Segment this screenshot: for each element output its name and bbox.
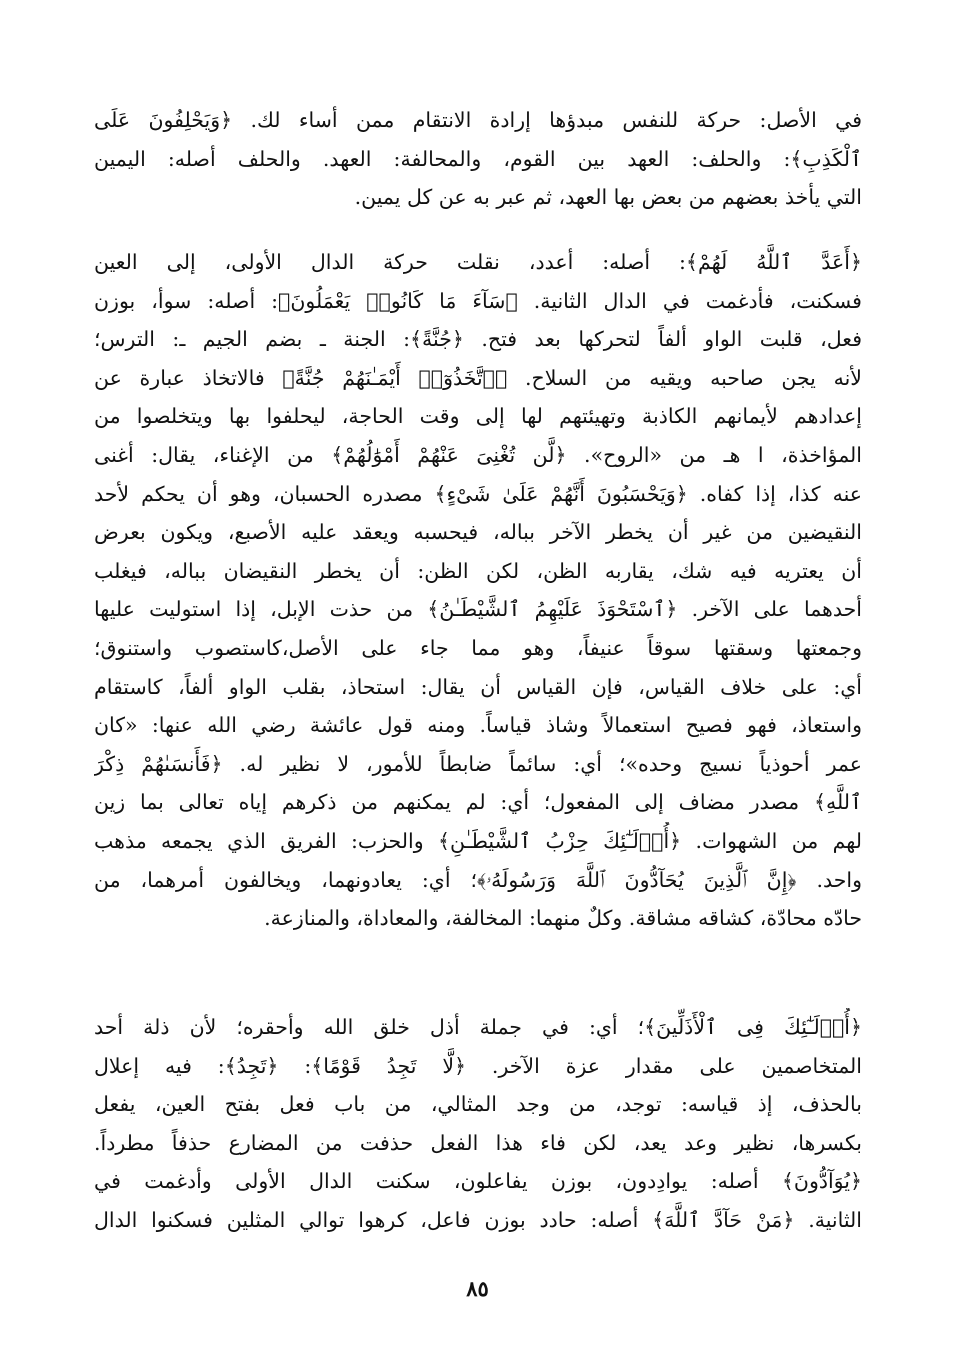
text-line: واحد. ﴿إِنَّ ٱلَّذِينَ يُحَآدُّونَ ٱللَّهَ وَرَسُولَهُۥ﴾؛ أي: يعادونهما، ويخالفون أمرهما، من <box>94 867 862 892</box>
paragraph-hilf <box>94 101 862 217</box>
text-line: إعدادهم لأيمانهم الكاذبة وتهيئتهم لها إلى وقت الحاجة، ليحلفوا بها ويتخلصوا من <box>94 404 862 429</box>
text-line: ٱللَّهِ﴾ مصدر مضاف إلى المفعول؛ أي: لم يمكنهم من ذكرهم إياه تعالى بما زين <box>94 790 862 815</box>
text-line: حادّه محادّة، كشاقه مشاقة. وكلٌ منهما: المخالفة، والمعاداة، والمنازعة. <box>264 906 862 931</box>
text-line: أحدهما على الآخر. ﴿ٱسْتَحْوَذَ عَلَيْهِمُ ٱلشَّيْطَـٰنُ﴾ من حذت الإبل، إذا استوليت عليها <box>94 597 862 622</box>
text-line: عمر أحوذياً نسيج وحده»؛ أي: سائماً ضابطاً للأمور، لا نظير له. ﴿فَأَنسَىٰهُمْ ذِكْرَ <box>94 751 862 776</box>
text-line: عنه كذا، إذا كفاه. ﴿وَيَحْسَبُونَ أَنَّهُمْ عَلَىٰ شَىْءٍ﴾ مصدره الحسبان، وهو أن يحكم لأحد <box>94 481 862 506</box>
text-line: التي يأخذ بعضهم من بعض بها العهد، ثم عبر به عن كل يمين. <box>354 185 862 210</box>
paragraph-aadda <box>94 243 862 938</box>
text-line: ٱلْكَذِبِ﴾: والحلف: العهد بين القوم، والمحالفة: العهد. والحلف أصله: اليمين <box>94 146 862 171</box>
text-line: فسكنت، فأدغمت في الدال الثانية. ﴿سَآءَ مَا كَانُوا۟ يَعْمَلُونَ﴾: أصله: سوأ، بوزن <box>94 288 862 313</box>
text-line: أي: على خلاف القياس، فإن القياس أن يقال: استحاذ، بقلب الواو ألفاً، كاستقام <box>94 674 862 699</box>
paragraph-adhallin <box>94 1008 862 1240</box>
text-line: أن يعتريه فيه شك، يقاربه الظن، لكن الظن: أن يخطر النقيضان بباله، فيغلب <box>94 558 862 583</box>
text-line: ﴿يُوَآدُّونَ﴾ أصله: يوادِدون، بوزن يفاعلون، سكنت الدال الأولى وأدغمت في <box>94 1169 862 1194</box>
text-line: فعل، قلبت الواو ألفاً لتحركها بعد فتح. ﴿جُنَّةً﴾: الجنة ـ بضم الجيم ـ: الترس؛ <box>94 327 862 352</box>
text-line: ﴿أُو۟لَـٰٓئِكَ فِى ٱلْأَذَلِّينَ﴾؛ أي: في جملة أذل خلق الله وأحقره؛ لأن ذلة أحد <box>94 1015 862 1039</box>
text-line: في الأصل: حركة للنفس مبدؤها إرادة الانتقام ممن أساء لك. ﴿وَيَحْلِفُونَ عَلَى <box>94 108 862 132</box>
text-line: الثانية. ﴿مَنْ حَآدَّ ٱللَّهَ﴾ أصله: حادد بوزن فاعل، كرهوا توالي المثلين فسكنوا الدال <box>94 1207 862 1232</box>
text-line: بكسرها، نظير وعد يعد، لكن فاء هذا الفعل حذفت من المضارع حذفاً مطرداً. <box>94 1130 862 1155</box>
text-line: واستعاذ، فهو فصيح استعمالاً وشاذ قياساً. ومنه قول عائشة رضي الله عنها: «كان <box>94 713 862 738</box>
text-line: المؤاخذة، ا هـ من «الروح». ﴿لَّن تُغْنِىَ عَنْهُمْ أَمْوَٰلُهُمْ﴾ من الإغناء، يقال: أغنى <box>94 442 862 467</box>
text-line: بالحذف، إذ قياسه: توجد، من وجد المثالي، من باب فعل بفتح العين، يفعل <box>94 1092 862 1117</box>
text-line: لهم من الشهوات. ﴿أُو۟لَـٰٓئِكَ حِزْبُ ٱلشَّيْطَـٰنِ﴾ والحزب: الفريق الذي يجمعه مذهب <box>94 828 862 853</box>
text-line: المتخاصمين على مقدار عزة الآخر. ﴿لَّا تَجِدُ قَوْمًا﴾: ﴿تَجِدُ﴾: فيه إعلال <box>94 1053 862 1078</box>
page-number: ٨٥ <box>466 1276 489 1301</box>
text-line: لأنه يجن صاحبه ويقيه من السلاح. ﴿ٱتَّخَذُوٓا۟ أَيْمَـٰنَهُمْ جُنَّةً﴾ فالاتخاذ عبارة عن <box>94 365 862 390</box>
text-line: وجمعتها وسقتها سوقاً عنيفاً، وهو مما جاء على الأصل،كاستصوب واستنوق؛ <box>94 635 862 660</box>
text-line: ﴿أَعَدَّ ٱللَّهُ لَهُمْ﴾: أصله: أعدد، نقلت حركة الدال الأولى، إلى العين <box>94 250 862 274</box>
text-line: النقيضين من غير أن يخطر الآخر بباله، فيحسبه ويعقد عليه الأصبع، ويكون بعرض <box>94 520 862 545</box>
